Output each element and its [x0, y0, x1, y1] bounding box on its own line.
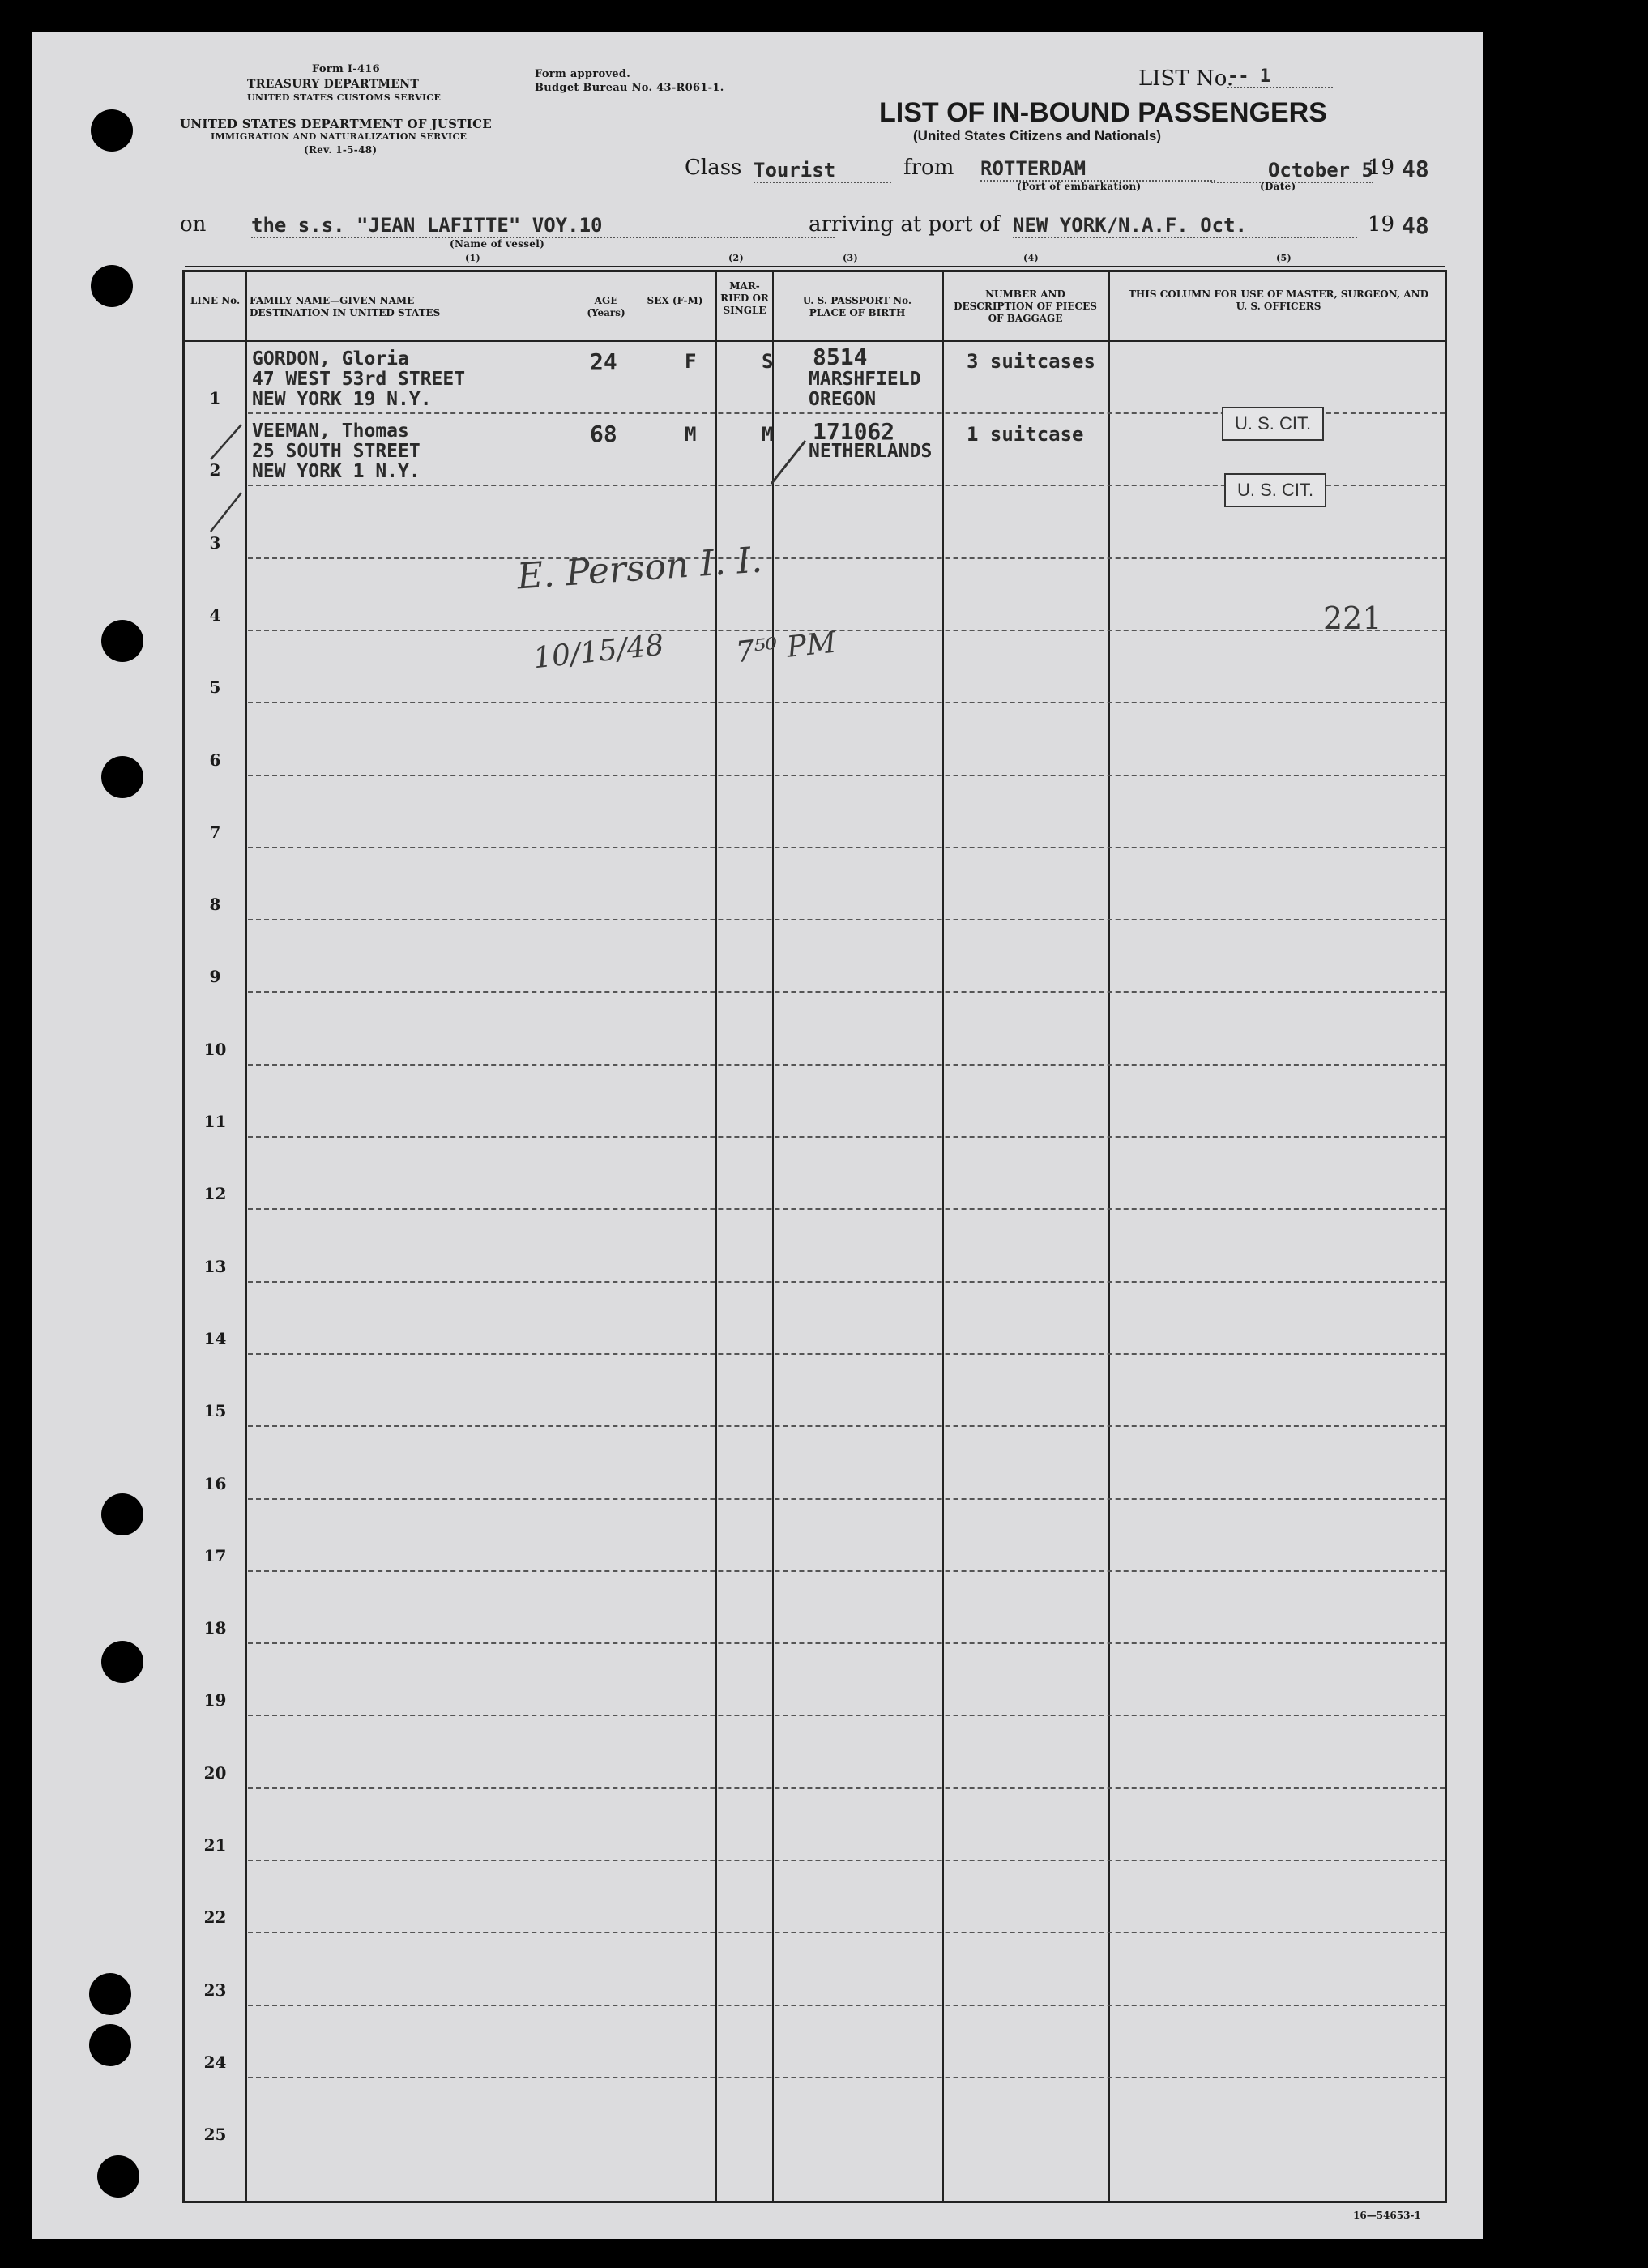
- passenger-2-address-2: NEW YORK 1 N.Y.: [252, 461, 421, 482]
- check-mark-icon: [770, 439, 809, 488]
- passenger-1-birth-1: MARSHFIELD: [809, 369, 921, 390]
- header-married: MAR- RIED OR SINGLE: [720, 280, 769, 316]
- line-number: 9: [209, 967, 221, 986]
- line-number: 1: [209, 388, 221, 408]
- budget-bureau: Budget Bureau No. 43-R061-1.: [535, 82, 724, 94]
- passenger-1-citizen-stamp: U. S. CIT.: [1222, 407, 1324, 441]
- row-divider: [248, 2077, 1445, 2078]
- line-number: 24: [203, 2052, 227, 2072]
- line-number: 25: [203, 2125, 227, 2144]
- line-number: 20: [203, 1763, 227, 1783]
- row-divider: [248, 919, 1445, 920]
- binder-hole: [91, 109, 133, 152]
- binder-hole: [101, 1493, 143, 1535]
- column-divider: [942, 272, 944, 2201]
- arriving-label: arriving at port of: [809, 212, 1001, 237]
- binder-hole: [91, 265, 133, 307]
- header-passport: U. S. PASSPORT No. PLACE OF BIRTH: [802, 295, 912, 318]
- print-code: 16—54653-1: [1353, 2210, 1421, 2221]
- line-number: 5: [209, 677, 221, 697]
- binder-hole: [101, 620, 143, 662]
- line-number: 16: [203, 1474, 227, 1493]
- column-1-marker: (1): [465, 253, 480, 263]
- row-divider: [248, 1425, 1445, 1427]
- row-divider: [248, 630, 1445, 631]
- row-divider: [248, 1136, 1445, 1138]
- binder-hole: [97, 2155, 139, 2198]
- line-number: 18: [203, 1618, 227, 1638]
- column-2-marker: (2): [728, 253, 744, 263]
- arrival-year-prefix: 19: [1368, 212, 1395, 237]
- customs-service: UNITED STATES CUSTOMS SERVICE: [247, 92, 442, 103]
- passenger-2-married: M: [762, 423, 774, 446]
- vessel-caption: (Name of vessel): [450, 238, 545, 250]
- row-divider: [248, 557, 1445, 559]
- row-divider: [248, 2005, 1445, 2006]
- check-mark-icon: [209, 423, 245, 463]
- passenger-1-name: GORDON, Gloria: [252, 348, 409, 369]
- passenger-1-age: 24: [590, 348, 617, 375]
- column-divider: [772, 272, 774, 2201]
- row-divider: [248, 1715, 1445, 1716]
- line-number: 19: [203, 1690, 227, 1710]
- departure-date: October 5: [1211, 159, 1373, 183]
- row-divider: [248, 1570, 1445, 1572]
- column-divider: [1108, 272, 1110, 2201]
- line-number: 8: [209, 895, 221, 914]
- passenger-2-baggage: 1 suitcase: [967, 423, 1084, 446]
- passenger-table: [182, 270, 1447, 2203]
- row-divider: [248, 775, 1445, 776]
- arrival-year-value: 48: [1402, 212, 1429, 239]
- passenger-1-married: S: [762, 350, 774, 373]
- row-divider: [248, 1208, 1445, 1210]
- row-divider: [248, 991, 1445, 993]
- line-number: 6: [209, 750, 221, 770]
- row-divider: [248, 1787, 1445, 1789]
- form-approved: Form approved.: [535, 68, 631, 80]
- inspector-signature: E. Person I. I.: [515, 539, 764, 598]
- row-divider: [248, 1932, 1445, 1933]
- passenger-1-address-2: NEW YORK 19 N.Y.: [252, 389, 432, 410]
- line-number: 3: [209, 533, 221, 553]
- handwritten-time: 7⁵⁰ PM: [734, 626, 839, 670]
- passenger-1-baggage: 3 suitcases: [967, 350, 1095, 373]
- passenger-2-age: 68: [590, 421, 617, 447]
- binder-hole: [89, 1973, 131, 2015]
- line-number: 13: [203, 1257, 227, 1276]
- passenger-1-sex: F: [685, 350, 697, 373]
- column-3-marker: (3): [843, 253, 858, 263]
- row-divider: [248, 1498, 1445, 1500]
- from-label: from: [903, 156, 954, 180]
- column-divider: [245, 272, 247, 2201]
- row-divider: [248, 1642, 1445, 1644]
- line-number: 11: [203, 1112, 227, 1131]
- passenger-1-birth-2: OREGON: [809, 389, 877, 410]
- immigration-service: IMMIGRATION AND NATURALIZATION SERVICE: [211, 131, 468, 142]
- page-subtitle: (United States Citizens and Nationals): [913, 128, 1162, 143]
- row-divider: [248, 1064, 1445, 1066]
- line-number: 12: [203, 1184, 227, 1203]
- passenger-2-address-1: 25 SOUTH STREET: [252, 441, 421, 462]
- header-age: AGE (Years): [587, 295, 625, 318]
- column-5-marker: (5): [1276, 253, 1292, 263]
- treasury-department: TREASURY DEPARTMENT: [247, 78, 420, 91]
- passenger-2-name: VEEMAN, Thomas: [252, 421, 409, 442]
- handwritten-number: 221: [1323, 600, 1382, 636]
- line-number: 2: [209, 460, 221, 480]
- arrival-port: NEW YORK/N.A.F. Oct.: [1013, 214, 1357, 238]
- column-4-marker: (4): [1023, 253, 1039, 263]
- table-top-rule: [185, 266, 1445, 267]
- line-number: 7: [209, 822, 221, 842]
- header-officers: THIS COLUMN FOR USE OF MASTER, SURGEON, AND U. S. OFFICERS: [1129, 288, 1428, 312]
- header-line-no: LINE No.: [190, 295, 241, 306]
- row-divider: [248, 847, 1445, 848]
- line-number: 4: [209, 605, 221, 625]
- class-label: Class: [685, 156, 742, 180]
- header-name: FAMILY NAME—GIVEN NAME DESTINATION IN UNITED STATES: [250, 295, 441, 318]
- document-page: [32, 32, 1483, 2239]
- binder-hole: [89, 2024, 131, 2066]
- list-number-label: LIST No.: [1138, 66, 1234, 91]
- on-label: on: [180, 212, 207, 237]
- list-number-value: -- 1: [1227, 66, 1333, 88]
- class-value: Tourist: [754, 159, 891, 183]
- passenger-1-passport: 8514: [813, 344, 868, 370]
- line-number: 21: [203, 1835, 227, 1855]
- passenger-2-sex: M: [685, 423, 697, 446]
- row-divider: [248, 1860, 1445, 1861]
- page-title: LIST OF IN-BOUND PASSENGERS: [879, 97, 1327, 128]
- header-rule: [185, 340, 1445, 342]
- binder-hole: [101, 1641, 143, 1683]
- year-value: 48: [1402, 156, 1429, 182]
- passenger-2-passport: 171062: [813, 418, 895, 445]
- line-number: 10: [203, 1040, 227, 1059]
- handwritten-date: 10/15/48: [532, 628, 666, 676]
- line-number: 15: [203, 1401, 227, 1420]
- year-prefix: 19: [1368, 156, 1395, 180]
- form-number: Form I-416: [312, 63, 380, 75]
- row-divider: [248, 702, 1445, 703]
- check-mark-icon: [209, 491, 245, 536]
- line-number: 17: [203, 1546, 227, 1565]
- port-of-embarkation: ROTTERDAM: [980, 157, 1215, 182]
- revision: (Rev. 1-5-48): [304, 144, 378, 156]
- justice-department: UNITED STATES DEPARTMENT OF JUSTICE: [180, 117, 493, 131]
- port-of-embarkation-caption: (Port of embarkation): [1017, 181, 1142, 192]
- vessel-name: the s.s. "JEAN LAFITTE" VOY.10: [251, 214, 835, 238]
- passenger-1-address-1: 47 WEST 53rd STREET: [252, 369, 466, 390]
- row-divider: [248, 1353, 1445, 1355]
- passenger-2-citizen-stamp: U. S. CIT.: [1224, 473, 1326, 507]
- header-baggage: NUMBER AND DESCRIPTION OF PIECES OF BAGGAGE: [954, 288, 1097, 324]
- line-number: 22: [203, 1907, 227, 1927]
- binder-hole: [101, 756, 143, 798]
- line-number: 14: [203, 1329, 227, 1348]
- line-number: 23: [203, 1980, 227, 2000]
- passenger-2-birth-1: NETHERLANDS: [809, 441, 933, 462]
- header-sex: SEX (F-M): [647, 295, 703, 306]
- date-caption: (Date): [1260, 181, 1296, 192]
- row-divider: [248, 1281, 1445, 1283]
